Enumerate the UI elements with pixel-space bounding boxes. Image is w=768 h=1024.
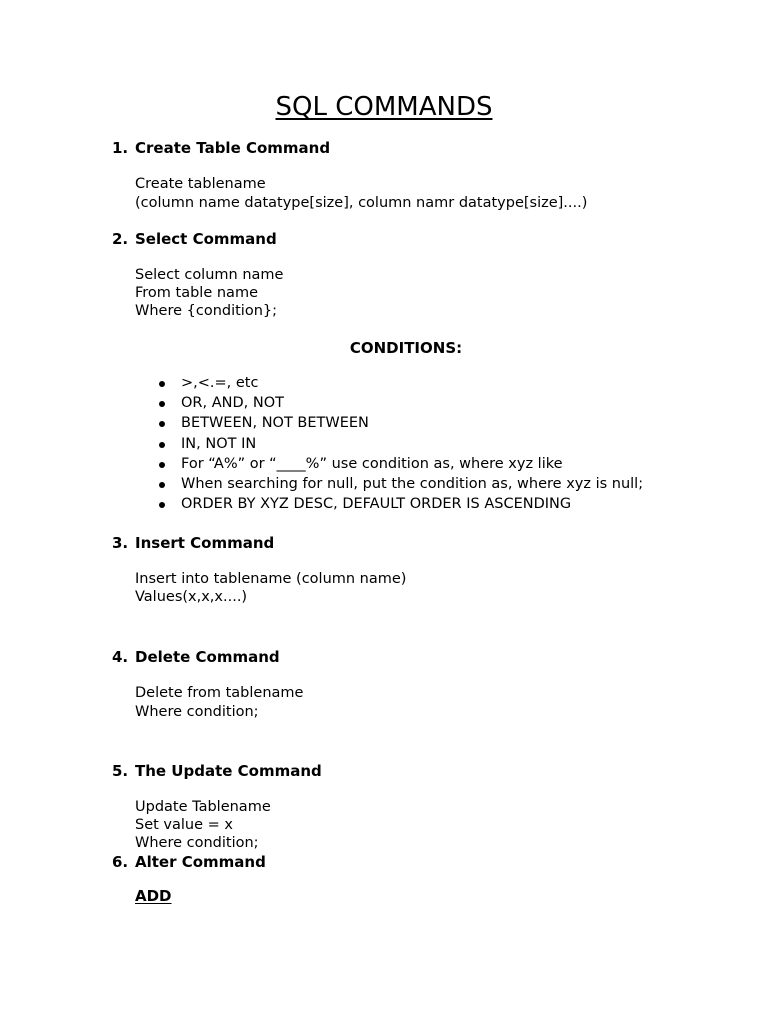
- section-heading-select: [112, 230, 277, 248]
- add-subheading: ADD: [135, 887, 172, 905]
- list-item: [157, 474, 643, 494]
- section-title: Alter Command: [135, 853, 266, 871]
- section-heading-delete: [112, 648, 280, 666]
- code-line: From table name: [135, 285, 258, 301]
- code-line: Create tablename: [135, 176, 266, 192]
- code-line: Select column name: [135, 267, 284, 283]
- section-number: 2.: [112, 230, 129, 248]
- conditions-list: [157, 373, 643, 514]
- bullet-icon: [159, 502, 165, 508]
- code-line: Insert into tablename (column name): [135, 571, 407, 587]
- section-heading-create-table: [112, 139, 330, 157]
- list-item: [157, 393, 643, 413]
- code-line: Update Tablename: [135, 799, 271, 815]
- code-line: Values(x,x,x....): [135, 589, 248, 605]
- list-item-text: IN, NOT IN: [181, 435, 257, 452]
- bullet-icon: [159, 482, 165, 488]
- section-title: Insert Command: [135, 534, 275, 552]
- list-item: [157, 434, 643, 454]
- bullet-icon: [159, 462, 165, 468]
- code-line: Delete from tablename: [135, 685, 304, 701]
- section-title: Create Table Command: [135, 139, 331, 157]
- list-item-text: When searching for null, put the condition as, where xyz is null;: [181, 475, 644, 492]
- list-item: [157, 413, 643, 433]
- list-item: [157, 454, 643, 474]
- list-item-text: For “A%” or “____%” use condition as, where xyz like: [181, 455, 563, 472]
- code-line: Where condition;: [135, 835, 259, 851]
- bullet-icon: [159, 421, 165, 427]
- bullet-icon: [159, 401, 165, 407]
- list-item: [157, 494, 643, 514]
- section-title: The Update Command: [135, 762, 322, 780]
- code-line: Where {condition};: [135, 303, 277, 319]
- section-number: 3.: [112, 534, 129, 552]
- section-title: Select Command: [135, 230, 277, 248]
- code-line: (column name datatype[size], column namr datatype[size]....): [135, 195, 588, 211]
- list-item: [157, 373, 643, 393]
- section-heading-alter: [112, 853, 266, 871]
- list-item-text: >,<.=, etc: [181, 375, 259, 391]
- section-number: 5.: [112, 762, 129, 780]
- page-title: SQL COMMANDS: [275, 92, 493, 122]
- conditions-title: CONDITIONS:: [349, 339, 463, 357]
- code-line: Where condition;: [135, 704, 259, 720]
- section-number: 6.: [112, 853, 129, 871]
- section-title: Delete Command: [135, 648, 280, 666]
- bullet-icon: [159, 442, 165, 448]
- bullet-icon: [159, 381, 165, 387]
- list-item-text: ORDER BY XYZ DESC, DEFAULT ORDER IS ASCENDING: [181, 496, 572, 513]
- list-item-text: OR, AND, NOT: [181, 395, 284, 412]
- list-item-text: BETWEEN, NOT BETWEEN: [181, 415, 369, 432]
- code-line: Set value = x: [135, 817, 233, 833]
- section-number: 1.: [112, 139, 129, 157]
- section-heading-insert: [112, 534, 274, 552]
- section-heading-update: [112, 762, 322, 780]
- section-number: 4.: [112, 648, 129, 666]
